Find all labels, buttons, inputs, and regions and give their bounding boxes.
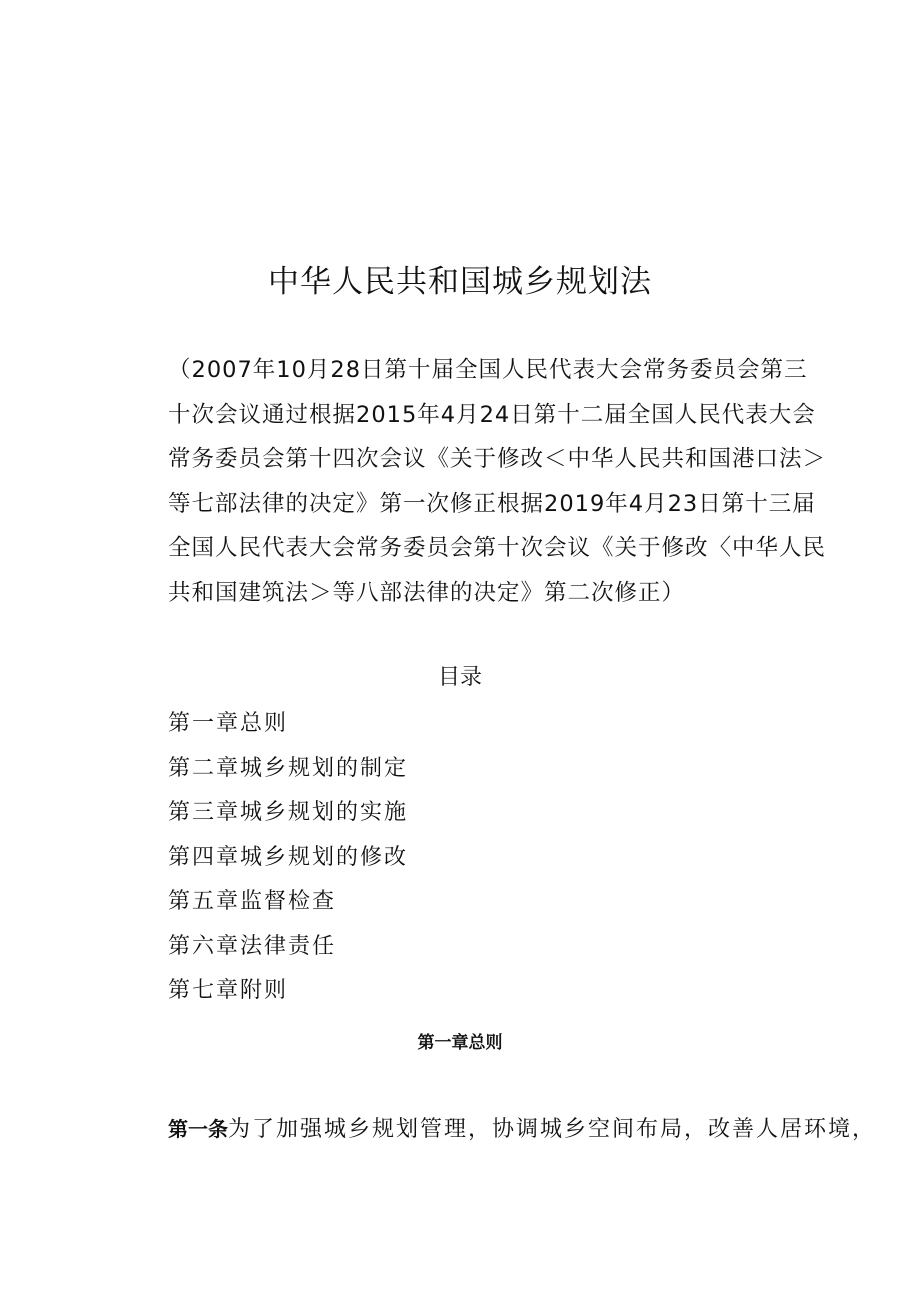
preamble-line: 等七部法律的决定》第一次修正根据2019年4月23日第十三届: [168, 490, 816, 517]
toc-heading: 目录: [437, 665, 482, 690]
document-title: 中华人民共和国城乡规划法: [268, 264, 652, 300]
preamble-line: 共和国建筑法＞等八部法律的决定》第二次修正）: [168, 579, 686, 606]
article-number: 第一条: [168, 1119, 228, 1141]
chapter-heading: 第一章总则: [417, 1033, 503, 1052]
toc-item: 第七章附则: [168, 978, 289, 1003]
toc-item: 第二章城乡规划的制定: [168, 755, 409, 781]
article-text: 为了加强城乡规划管理，协调城乡空间布局，改善人居环境，: [228, 1117, 877, 1142]
toc-item: 第四章城乡规划的修改: [168, 844, 409, 870]
amendment-history-preamble: [168, 348, 827, 615]
toc-item: 第六章法律责任: [168, 933, 337, 959]
toc-item: 第五章监督检查: [168, 889, 337, 914]
toc-item: 第一章总则: [168, 711, 289, 736]
preamble-line: 全国人民代表大会常务委员会第十次会议《关于修改〈中华人民: [168, 535, 827, 561]
toc-item: 第三章城乡规划的实施: [168, 800, 409, 825]
preamble-line: 常务委员会第十四次会议《关于修改＜中华人民共和国港口法＞: [168, 446, 827, 472]
table-of-contents: [168, 702, 408, 1014]
article-paragraph: [168, 1108, 877, 1152]
preamble-line: （2007年10月28日第十届全国人民代表大会常务委员会第三: [168, 357, 808, 383]
preamble-line: 十次会议通过根据2015年4月24日第十二届全国人民代表大会: [168, 401, 816, 428]
